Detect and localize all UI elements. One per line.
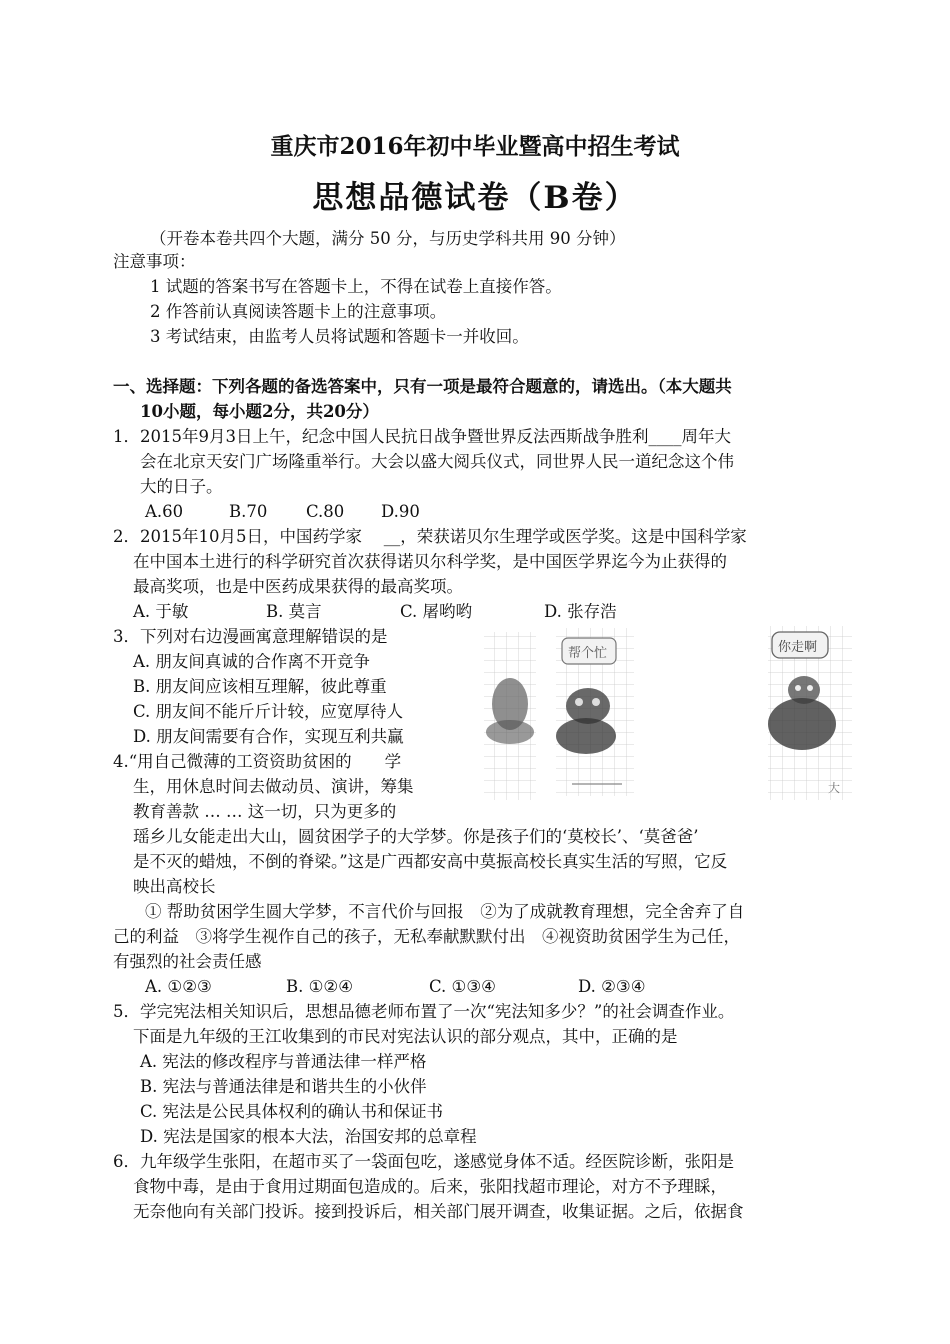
question-4-line: 瑶乡儿女能走出大山，圆贫困学子的大学梦。你是孩子们的‘莫校长’、‘莫爸爸’: [133, 827, 699, 846]
question-1-line: 会在北京天安门广场隆重举行。大会以盛大阅兵仪式，同世界人民一道纪念这个伟: [140, 452, 734, 471]
question-2-line: 2．2015年10月5日，中国药学家 __，荣获诺贝尔生理学或医学奖。这是中国科学家: [113, 527, 747, 546]
question-2-line: 在中国本土进行的科学研究首次获得诺贝尔科学奖，是中国医学界迄今为止获得的: [133, 552, 727, 571]
question-1-option-c: C.80: [306, 502, 345, 521]
question-4-option-c: C. ①③④: [429, 977, 496, 996]
question-2-option-a: A. 于敏: [133, 602, 189, 621]
question-5-line: 下面是九年级的王江收集到的市民对宪法认识的部分观点，其中，正确的是: [133, 1027, 678, 1046]
comic-panel-3: [768, 626, 852, 800]
question-3-stem: 3．下列对右边漫画寓意理解错误的是: [113, 627, 388, 646]
notice-heading: 注意事项：: [113, 252, 196, 271]
section-heading: 一、选择题：下列各题的备选答案中，只有一项是最符合题意的，请选出。（本大题共: [113, 377, 732, 396]
question-4-line: 4.“用自己微薄的工资资助贫困的 学: [113, 752, 402, 771]
question-1-option-d: D.90: [381, 502, 420, 521]
question-5-option-b: B. 宪法与普通法律是和谐共生的小伙伴: [140, 1077, 427, 1096]
question-5-option-c: C. 宪法是公民具体权利的确认书和保证书: [140, 1102, 444, 1121]
question-4-option-d: D. ②③④: [578, 977, 646, 996]
notice-item: 2 作答前认真阅读答题卡上的注意事项。: [150, 302, 447, 321]
question-3-option-c: C. 朋友间不能斤斤计较，应宽厚待人: [133, 702, 404, 721]
question-3-option-b: B. 朋友间应该相互理解，彼此尊重: [133, 677, 387, 696]
comic-caption-4: 大: [828, 781, 841, 795]
question-4-line: 教育善款 … … 这一切，只为更多的: [133, 802, 397, 821]
question-4-option-b: B. ①②④: [286, 977, 353, 996]
question-3-option-a: A. 朋友间真诚的合作离不开竞争: [133, 652, 370, 671]
question-2-line: 最高奖项，也是中医药成果获得的最高奖项。: [133, 577, 463, 596]
question-2-option-b: B. 莫言: [266, 602, 322, 621]
question-4-line: 映出高校长: [133, 877, 216, 896]
question-4-line: 是不灭的蜡烛，不倒的脊梁。”这是广西都安高中莫振高校长真实生活的写照，它反: [133, 852, 728, 871]
question-2-option-c: C. 屠哟哟: [400, 602, 473, 621]
question-3-option-d: D. 朋友间需要有合作，实现互利共赢: [133, 727, 404, 746]
question-6-line: 无奈他向有关部门投诉。接到投诉后，相关部门展开调查，收集证据。之后，依据食: [133, 1202, 744, 1221]
question-5-line: 5．学完宪法相关知识后，思想品德老师布置了一次“宪法知多少？”的社会调查作业。: [113, 1002, 735, 1021]
comic-illustration: [482, 624, 856, 804]
question-2-option-d: D. 张存浩: [544, 602, 617, 621]
question-1-line: 1．2015年9月3日上午，纪念中国人民抗日战争暨世界反法西斯战争胜利____周年大: [113, 427, 731, 446]
comic-caption-2: 帮个忙: [568, 646, 608, 661]
notice-item: 1 试题的答案书写在答题卡上，不得在试卷上直接作答。: [150, 277, 562, 296]
notice-item: 3 考试结束，由监考人员将试题和答题卡一并收回。: [150, 327, 529, 346]
question-4-line: 生，用休息时间去做动员、演讲，筹集: [133, 777, 414, 796]
exam-info: （开卷本卷共四个大题，满分 50 分，与历史学科共用 90 分钟）: [150, 229, 626, 248]
paper-title: 思想品德试卷（B卷）: [312, 180, 638, 216]
question-4-statements: 有强烈的社会责任感: [113, 952, 262, 971]
question-4-option-a: A. ①②③: [145, 977, 212, 996]
question-4-statements: ① 帮助贫困学生圆大学梦，不言代价与回报 ②为了成就教育理想，完全舍弃了自: [145, 902, 745, 921]
question-1-line: 大的日子。: [140, 477, 223, 496]
comic-panel-2: [556, 628, 634, 796]
exam-title: 重庆市2016年初中毕业暨高中招生考试: [270, 133, 680, 160]
question-6-line: 6．九年级学生张阳，在超市买了一袋面包吃，遂感觉身体不适。经医院诊断，张阳是: [113, 1152, 734, 1171]
question-1-option-b: B.70: [229, 502, 268, 521]
question-5-option-d: D. 宪法是国家的根本大法，治国安邦的总章程: [140, 1127, 477, 1146]
question-6-line: 食物中毒，是由于食用过期面包造成的。后来，张阳找超市理论，对方不予理睬，: [133, 1177, 727, 1196]
section-heading-cont: 10小题，每小题2分，共20分）: [140, 402, 379, 421]
comic-panel-1: [484, 632, 536, 800]
question-4-statements: 己的利益 ③将学生视作自己的孩子，无私奉献默默付出 ④视资助贫困学生为己任，: [113, 927, 740, 946]
question-1-option-a: A.60: [145, 502, 184, 521]
comic-caption-3: 你走啊: [778, 640, 818, 655]
question-5-option-a: A. 宪法的修改程序与普通法律一样严格: [140, 1052, 427, 1071]
